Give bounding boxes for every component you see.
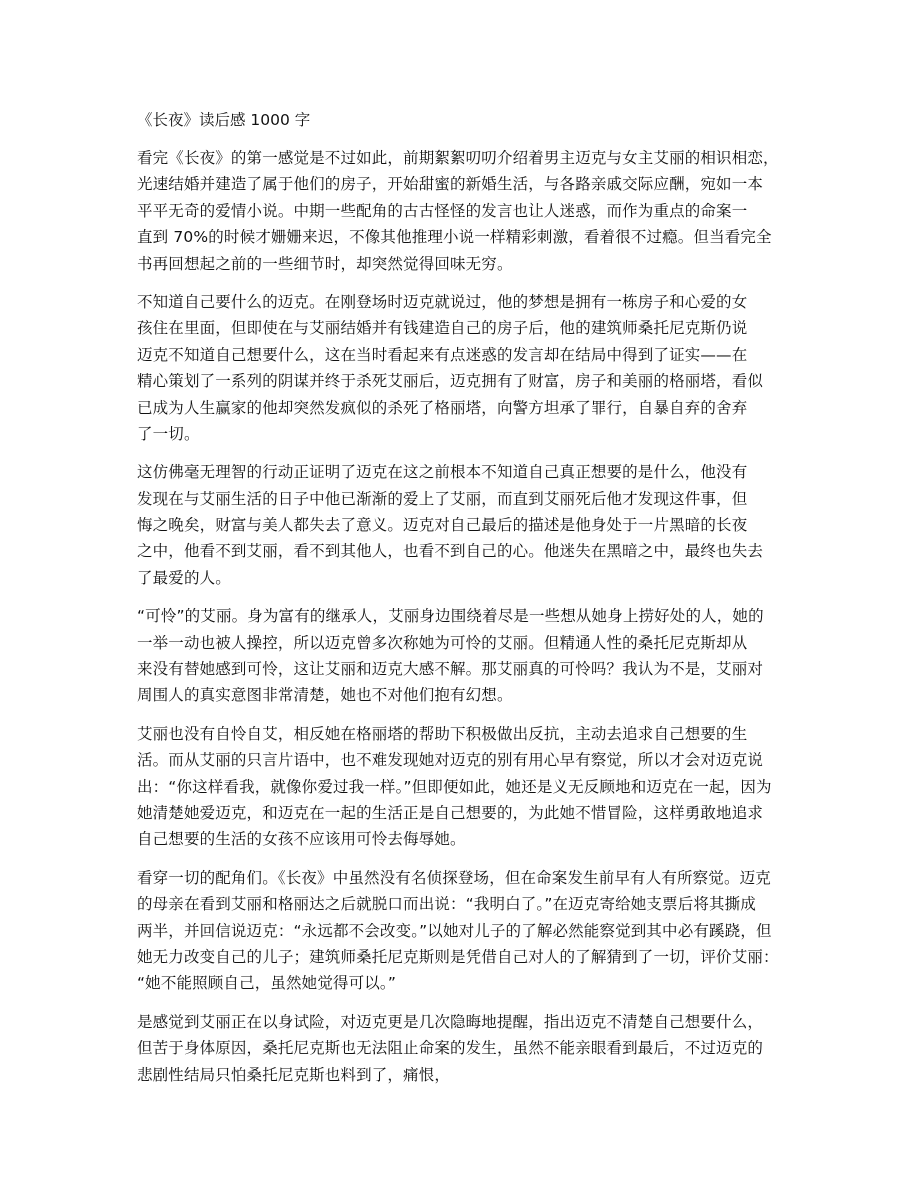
text-line: 发现在与艾丽生活的日子中他已渐渐的爱上了艾丽，而直到艾丽死后他才发现这件事，但 — [137, 489, 748, 508]
text-line: 孩住在里面，但即使在与艾丽结婚并有钱建造自己的房子后，他的建筑师桑托尼克斯仍说 — [137, 319, 748, 338]
text-line: 她无力改变自己的儿子；建筑师桑托尼克斯则是凭借自己对人的了解猜到了一切，评价艾丽： — [137, 947, 779, 966]
text-line: 出：“你这样看我，就像你爱过我一样。”但即便如此，她还是义无反顾地和迈克在一起，因为 — [137, 777, 772, 796]
text-line: 悔之晚矣，财富与美人都失去了意义。迈克对自己最后的描述是他身处于一片黑暗的长夜 — [137, 516, 748, 535]
document-page — [137, 109, 827, 1100]
text-line: 了最爱的人。 — [137, 568, 231, 587]
paragraph — [137, 289, 827, 447]
text-line: 光速结婚并建造了属于他们的房子，开始甜蜜的新婚生活，与各路亲戚交际应酬，宛如一本 — [137, 175, 764, 194]
text-line: 了一切。 — [137, 424, 200, 443]
text-line: 精心策划了一系列的阴谋并终于杀死艾丽后，迈克拥有了财富，房子和美丽的格丽塔，看似 — [137, 372, 764, 391]
text-line: 之中，他看不到艾丽，看不到其他人，也看不到自己的心。他迷失在黑暗之中，最终也失去 — [137, 542, 764, 561]
text-line: 两半，并回信说迈克：“永远都不会改变。”以她对儿子的了解必然能察觉到其中必有蹊跷，但 — [137, 921, 772, 940]
text-line: 已成为人生赢家的他却突然发疯似的杀死了格丽塔，向警方坦承了罪行，自暴自弃的舍弃 — [137, 398, 748, 417]
document-title: 《长夜》读后感 1000 字 — [137, 111, 311, 129]
text-line: 来没有替她感到可怜，这让艾丽和迈克大感不解。那艾丽真的可怜吗？我认为不是，艾丽对 — [137, 660, 764, 679]
text-line: 的母亲在看到艾丽和格丽达之后就脱口而出说：“我明白了。”在迈克寄给她支票后将其撕成 — [137, 895, 756, 914]
text-line: 悲剧性结局只怕桑托尼克斯也料到了，痛恨， — [137, 1065, 451, 1084]
text-line: 平平无奇的爱情小说。中期一些配角的古古怪怪的发言也让人迷惑，而作为重点的命案一 — [137, 201, 748, 220]
text-line: 这仿佛毫无理智的行动正证明了迈克在这之前根本不知道自己真正想要的是什么，他没有 — [137, 463, 748, 482]
text-line: “可怜”的艾丽。身为富有的继承人，艾丽身边围绕着尽是一些想从她身上捞好处的人，她的 — [137, 607, 764, 626]
paragraph — [137, 603, 827, 709]
paragraph — [137, 145, 827, 277]
text-line: 周围人的真实意图非常清楚，她也不对他们抱有幻想。 — [137, 686, 513, 705]
text-line: 一举一动也被人操控，所以迈克曾多次称她为可怜的艾丽。但精通人性的桑托尼克斯却从 — [137, 633, 748, 652]
text-line: 直到 70%的时候才姗姗来迟，不像其他推理小说一样精彩刺激，看着很不过瘾。但当看完全 — [137, 228, 772, 247]
text-line: 但苦于身体原因，桑托尼克斯也无法阻止命案的发生，虽然不能亲眼看到最后，不过迈克的 — [137, 1039, 764, 1058]
document-body — [137, 145, 827, 1088]
text-line: 是感觉到艾丽正在以身试险，对迈克更是几次隐晦地提醒，指出迈克不清楚自己想要什么， — [137, 1012, 764, 1031]
paragraph — [137, 1009, 827, 1088]
text-line: 迈克不知道自己想要什么，这在当时看起来有点迷惑的发言却在结局中得到了证实——在 — [137, 345, 748, 364]
text-line: 活。而从艾丽的只言片语中，也不难发现她对迈克的别有用心早有察觉，所以才会对迈克说 — [137, 751, 764, 770]
text-line: 看穿一切的配角们。《长夜》中虽然没有名侦探登场，但在命案发生前早有人有所察觉。迈克 — [137, 868, 771, 887]
paragraph — [137, 459, 827, 591]
text-line: “她不能照顾自己，虽然她觉得可以。” — [137, 974, 397, 993]
text-line: 艾丽也没有自怜自艾，相反她在格丽塔的帮助下积极做出反抗，主动去追求自己想要的生 — [137, 724, 748, 743]
text-line: 自己想要的生活的女孩不应该用可怜去侮辱她。 — [137, 830, 466, 849]
text-line: 不知道自己要什么的迈克。在刚登场时迈克就说过，他的梦想是拥有一栋房子和心爱的女 — [137, 292, 748, 311]
paragraph — [137, 721, 827, 853]
paragraph — [137, 865, 827, 997]
text-line: 她清楚她爱迈克，和迈克在一起的生活正是自己想要的，为此她不惜冒险，这样勇敢地追求 — [137, 803, 764, 822]
text-line: 书再回想起之前的一些细节时，却突然觉得回味无穷。 — [137, 254, 513, 273]
text-line: 看完《长夜》的第一感觉是不过如此，前期絮絮叨叨介绍着男主迈克与女主艾丽的相识相恋， — [137, 149, 779, 167]
